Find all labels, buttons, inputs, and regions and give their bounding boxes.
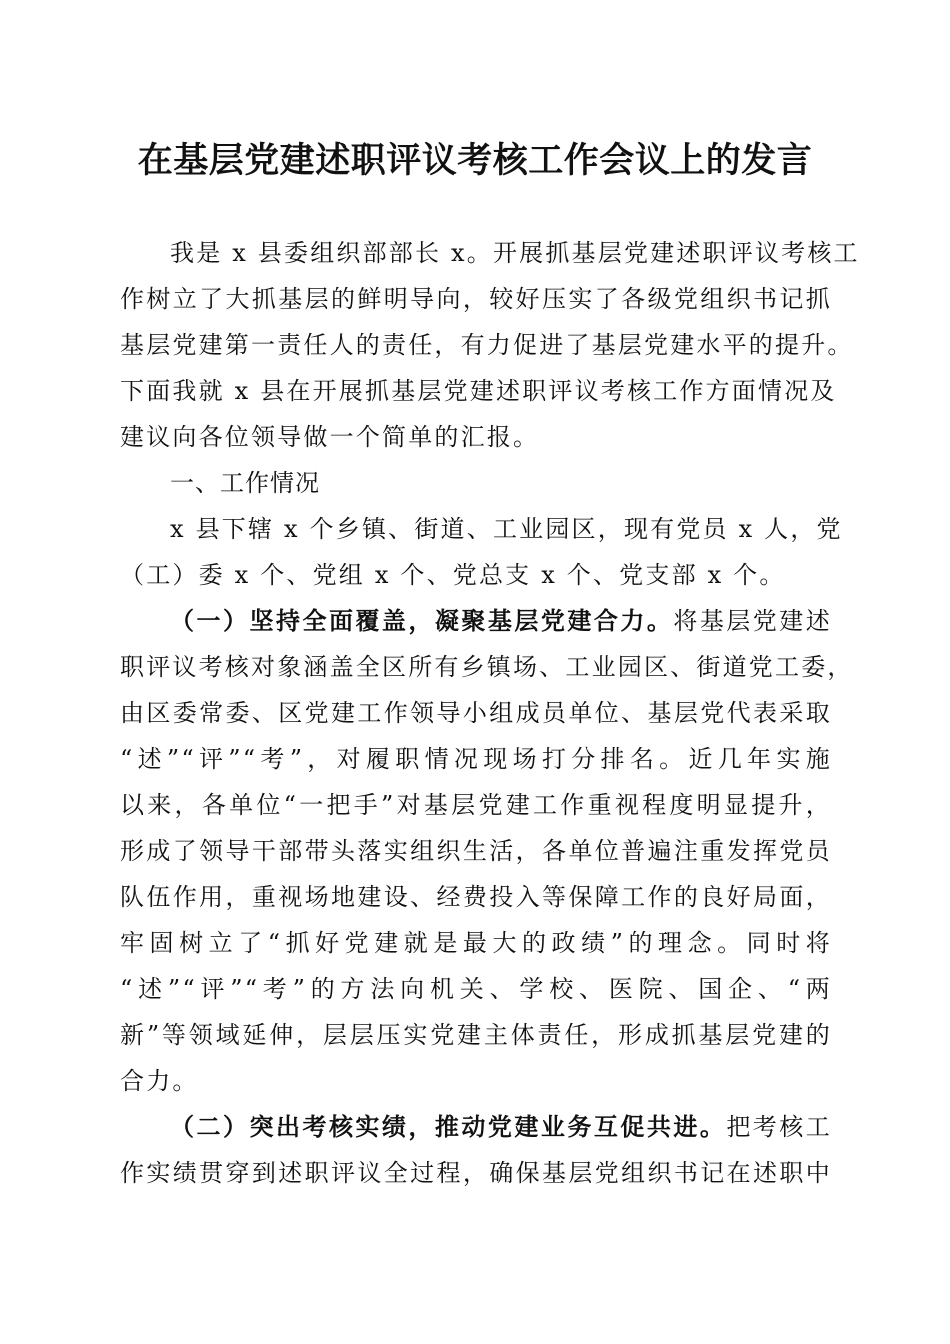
- overview-line-1: x 县下辖 x 个乡镇、街道、工业园区，现有党员 x 人，党: [170, 515, 843, 543]
- intro-line-4: 下面我就 x 县在开展抓基层党建述职评议考核工作方面情况及: [120, 377, 837, 405]
- intro-line-2: 作树立了大抓基层的鲜明导向，较好压实了各级党组织书记抓: [120, 285, 832, 313]
- intro-line-3: 基层党建第一责任人的责任，有力促进了基层党建水平的提升。: [120, 331, 854, 359]
- intro-line-1: 我是 x 县委组织部部长 x。开展抓基层党建述职评议考核工: [170, 239, 860, 267]
- point2-first-line: [170, 1112, 832, 1142]
- point1-heading: （一）坚持全面覆盖，凝聚基层党建合力。: [170, 606, 674, 635]
- section-heading: 一、工作情况: [170, 469, 320, 497]
- point2-first-line-text: 把考核工: [726, 1113, 832, 1141]
- point1-line-9: “述”“评”“考”的方法向机关、学校、医院、国企、“两: [120, 975, 832, 1003]
- point1-first-line-text: 将基层党建述: [673, 607, 832, 635]
- point1-line-8: 牢固树立了“抓好党建就是最大的政绩”的理念。同时将: [120, 929, 832, 957]
- point1-line-3: 由区委常委、区党建工作领导小组成员单位、基层党代表采取: [120, 699, 832, 727]
- point1-line-2: 职评议考核对象涵盖全区所有乡镇场、工业园区、街道党工委，: [120, 653, 854, 681]
- point1-line-5: 以来，各单位“一把手”对基层党建工作重视程度明显提升，: [120, 791, 832, 819]
- point1-line-6: 形成了领导干部带头落实组织生活，各单位普遍注重发挥党员: [120, 837, 832, 865]
- point1-line-4: “述”“评”“考”，对履职情况现场打分排名。近几年实施: [120, 745, 832, 773]
- document-title: 在基层党建述职评议考核工作会议上的发言: [137, 140, 813, 181]
- point2-heading: （二）突出考核实绩，推动党建业务互促共进。: [170, 1112, 727, 1141]
- point1-line-7: 队伍作用，重视场地建设、经费投入等保障工作的良好局面，: [120, 883, 832, 911]
- point1-line-10: 新”等领域延伸，层层压实党建主体责任，形成抓基层党建的: [120, 1021, 832, 1049]
- point1-first-line: [170, 606, 832, 636]
- overview-line-2: （工）委 x 个、党组 x 个、党总支 x 个、党支部 x 个。: [120, 561, 786, 589]
- point2-line-2: 作实绩贯穿到述职评议全过程，确保基层党组织书记在述职中: [120, 1159, 832, 1187]
- intro-line-5: 建议向各位领导做一个简单的汇报。: [120, 423, 540, 451]
- point1-line-11: 合力。: [120, 1067, 199, 1095]
